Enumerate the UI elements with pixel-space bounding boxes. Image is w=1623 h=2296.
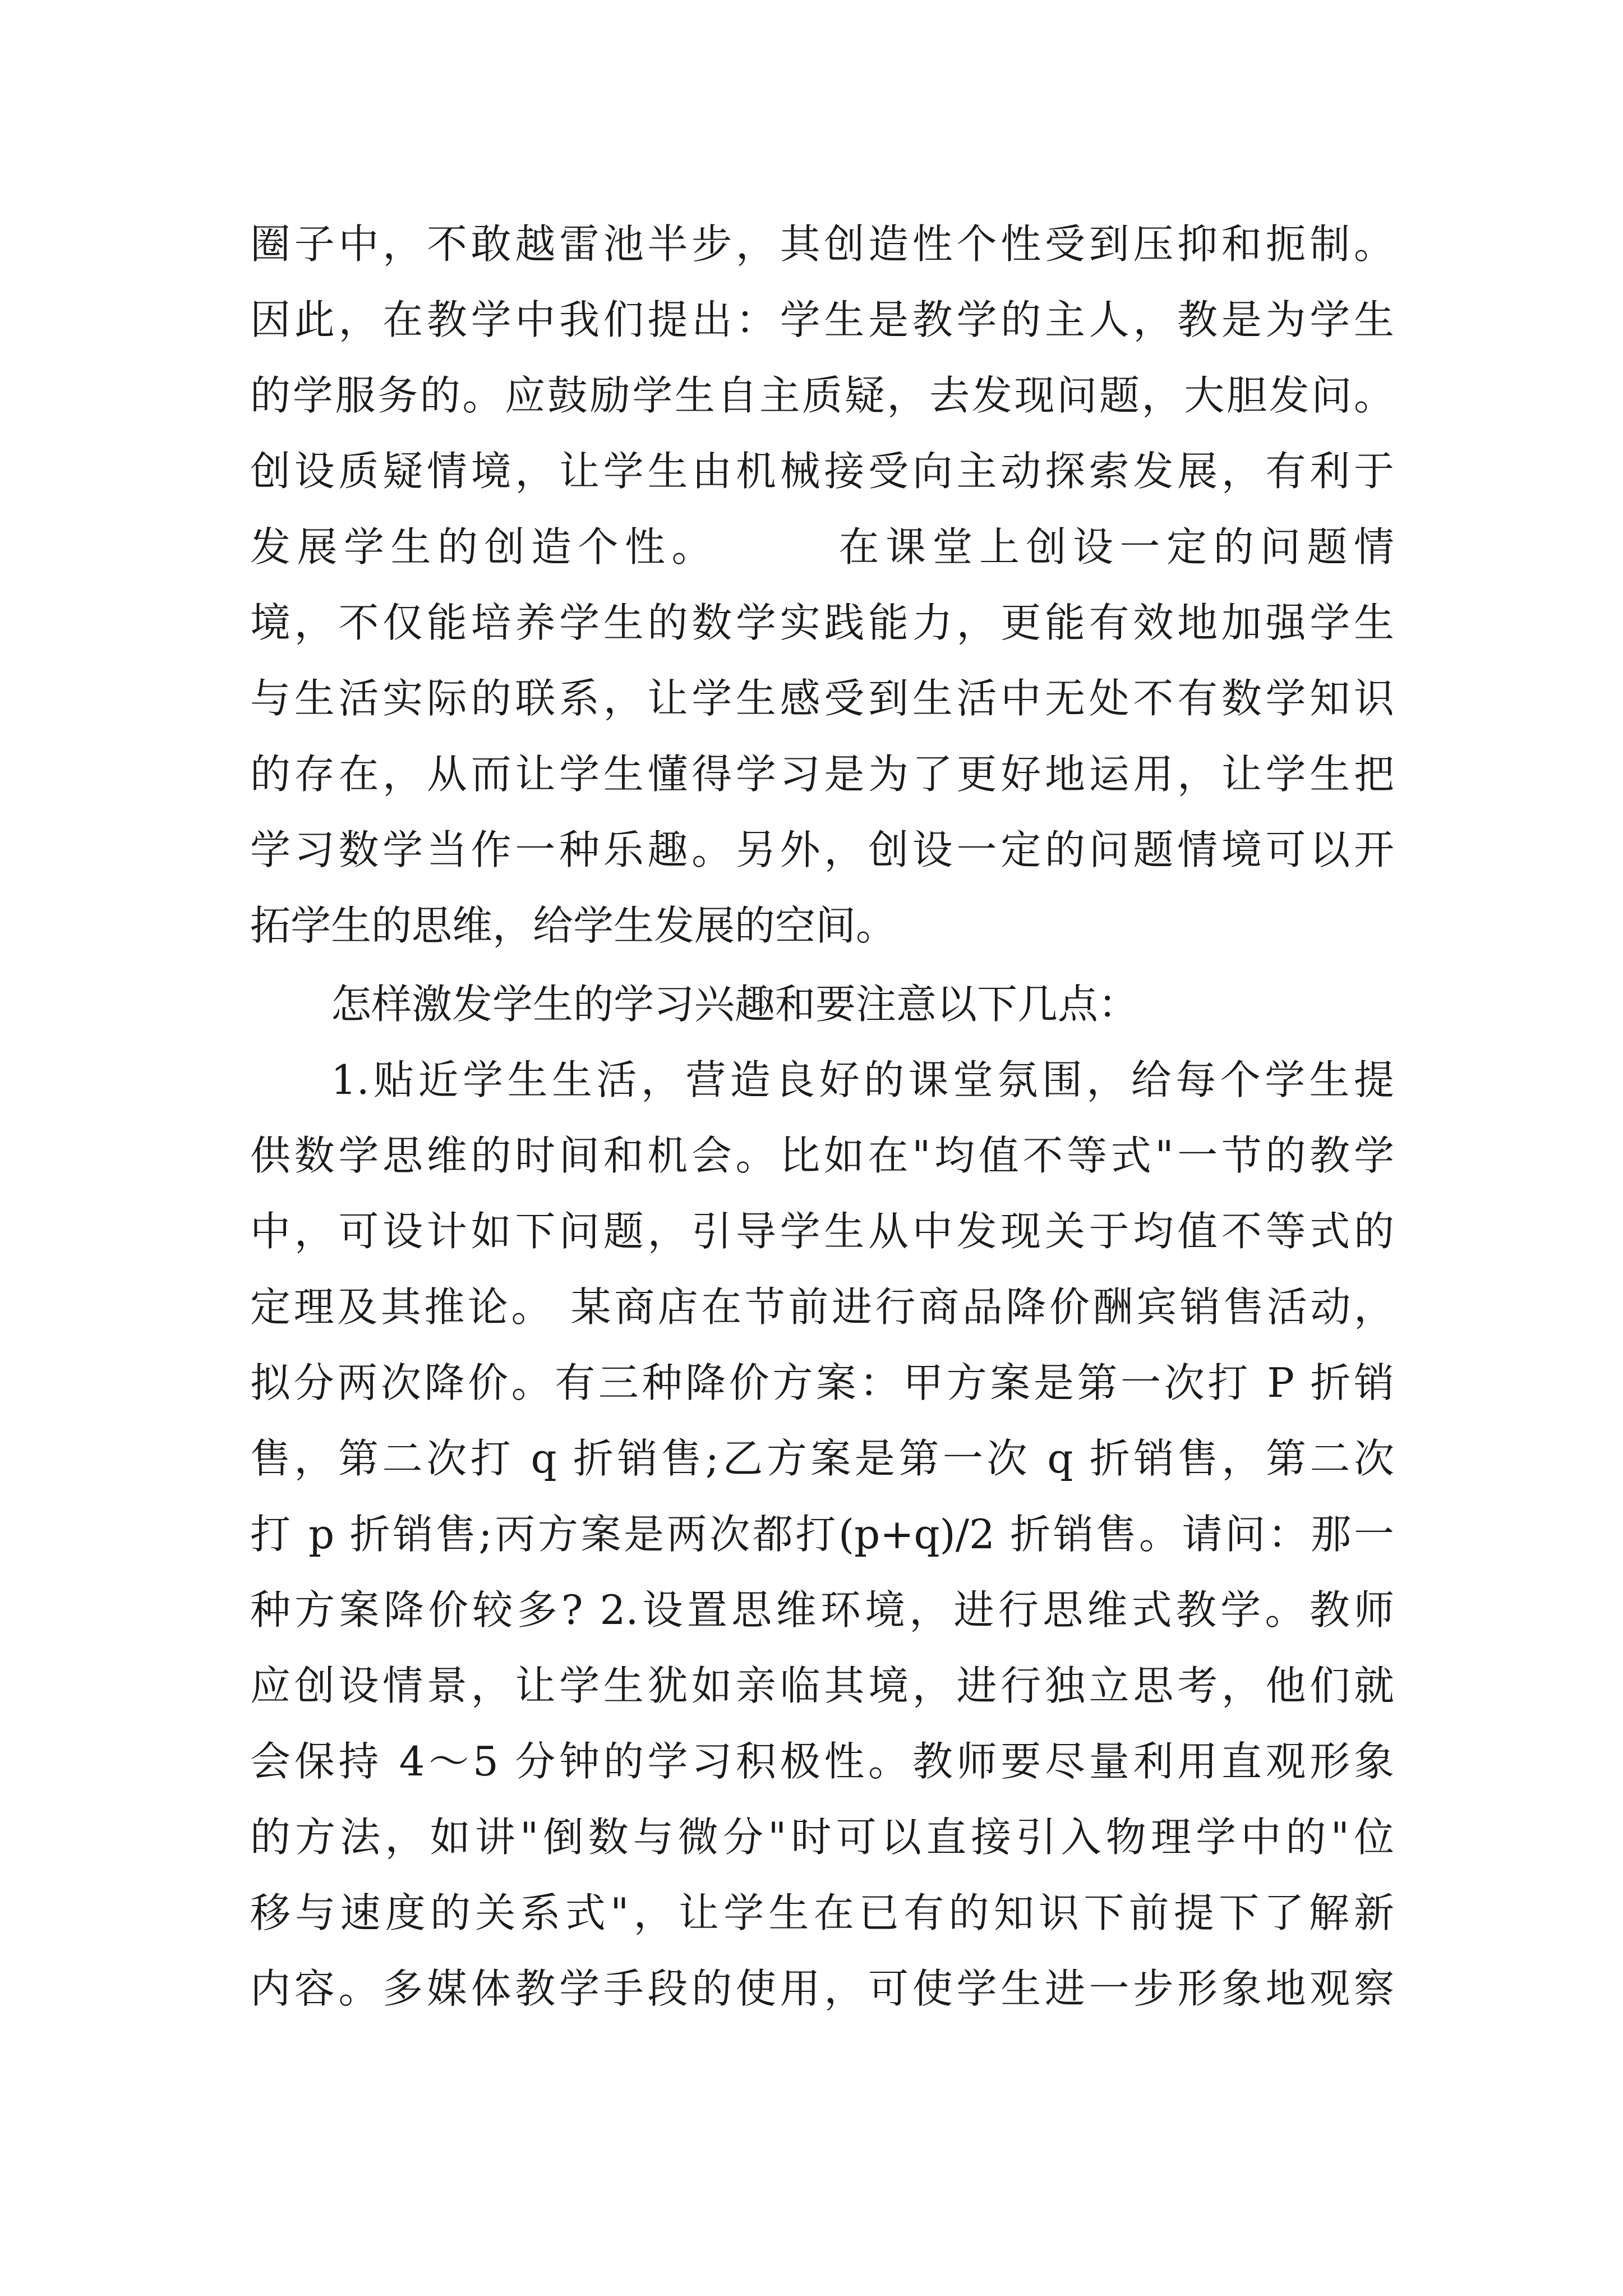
- text-line: 移与速度的关系式"，让学生在已有的知识下前提下了解新: [250, 1889, 1394, 1936]
- text-line: 境，不仅能培养学生的数学实践能力，更能有效地加强学生: [250, 599, 1394, 646]
- text-line: 创设质疑情境，让学生由机械接受向主动探索发展，有利于: [250, 448, 1394, 495]
- text-line: 的存在，从而让学生懂得学习是为了更好地运用，让学生把: [250, 751, 1394, 798]
- text-line: 的学服务的。应鼓励学生自主质疑，去发现问题，大胆发问。: [250, 372, 1394, 419]
- text-line: 1.贴近学生生活，营造良好的课堂氛围，给每个学生提: [331, 1056, 1394, 1103]
- text-line: 的方法，如讲"倒数与微分"时可以直接引入物理学中的"位: [250, 1814, 1394, 1861]
- text-line: 因此，在教学中我们提出：学生是教学的主人，教是为学生: [250, 296, 1394, 343]
- text-line: 内容。多媒体教学手段的使用，可使学生进一步形象地观察: [250, 1965, 1394, 2012]
- text-line: 供数学思维的时间和机会。比如在"均值不等式"一节的教学: [250, 1132, 1394, 1179]
- text-line: 会保持 4～5 分钟的学习积极性。教师要尽量利用直观形象: [250, 1738, 1394, 1785]
- paragraph-heading: 怎样激发学生的学习兴趣和要注意以下几点：: [331, 981, 1139, 1028]
- text-line: 打 p 折销售;丙方案是两次都打(p+q)/2 折销售。请问：那一: [250, 1511, 1394, 1558]
- text-line: 圈子中，不敢越雷池半步，其创造性个性受到压抑和扼制。: [250, 220, 1394, 268]
- text-line: 售，第二次打 q 折销售;乙方案是第一次 q 折销售，第二次: [250, 1435, 1394, 1482]
- text-line: 定理及其推论。 某商店在节前进行商品降价酬宾销售活动，: [250, 1283, 1394, 1331]
- text-line: 发展学生的创造个性。 在课堂上创设一定的问题情: [250, 523, 1394, 570]
- text-line: 拟分两次降价。有三种降价方案：甲方案是第一次打 P 折销: [250, 1359, 1394, 1406]
- text-line: 应创设情景，让学生犹如亲临其境，进行独立思考，他们就: [250, 1662, 1394, 1709]
- text-line: 学习数学当作一种乐趣。另外，创设一定的问题情境可以开: [250, 826, 1394, 873]
- text-line: 中，可设计如下问题，引导学生从中发现关于均值不等式的: [250, 1208, 1394, 1255]
- text-line: 种方案降价较多? 2.设置思维环境，进行思维式教学。教师: [250, 1586, 1394, 1634]
- text-line: 拓学生的思维，给学生发展的空间。: [250, 902, 897, 949]
- text-line: 与生活实际的联系，让学生感受到生活中无处不有数学知识: [250, 675, 1394, 722]
